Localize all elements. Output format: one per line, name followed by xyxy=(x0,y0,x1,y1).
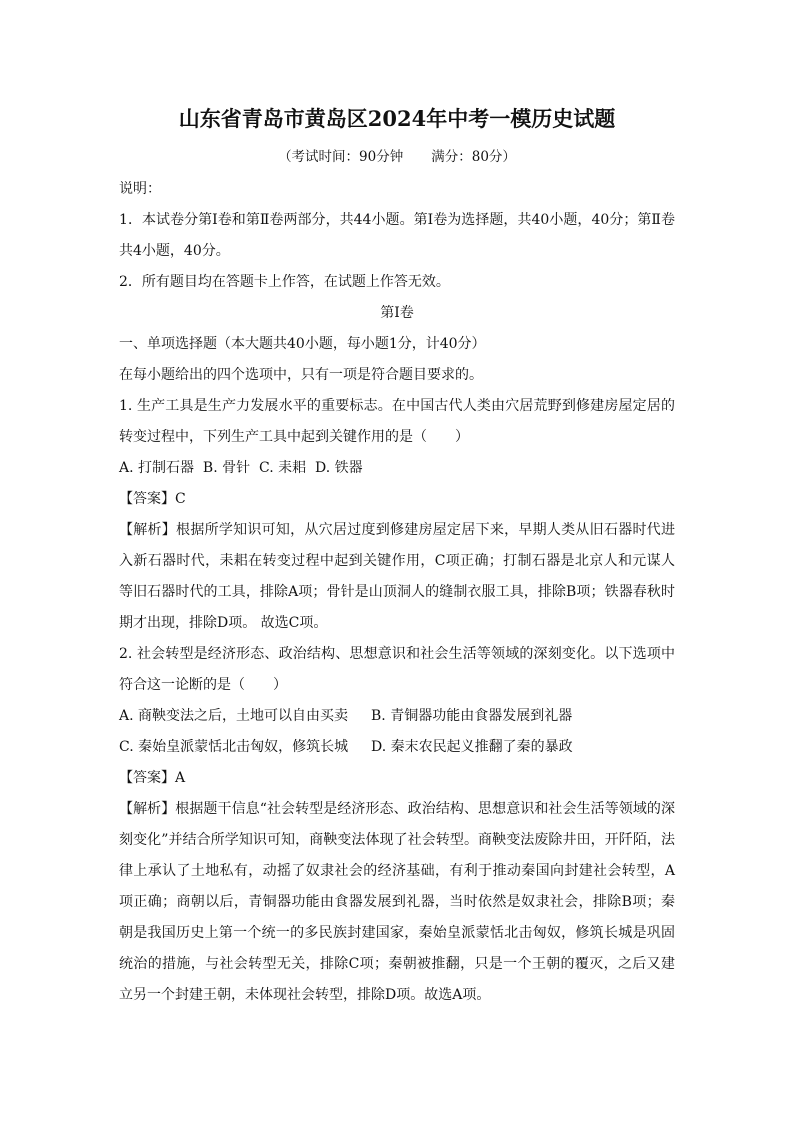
question-1-stem: 1. 生产工具是生产力发展水平的重要标志。在中国古代人类由穴居荒野到修建房屋定居的转变过程中，下列生产工具中起到关键作用的是（ ） xyxy=(119,398,675,445)
question-2-option-d: D. 秦末农民起义推翻了秦的暴政 xyxy=(371,739,573,755)
question-2-analysis: 【解析】根据题干信息“社会转型是经济形态、政治结构、思想意识和社会生活等领域的深刻变化”并结合所学知识可知，商鞅变法体现了社会转型。商鞅变法废除井田，开阡陌，法律上承认了土地私有，动摇了奴隶社会的经济基础，有利于推动秦国向封建社会转型，A项正确；商朝以后，青铜器功能由食器发展到礼器，当时依然是奴隶社会，排除B项；秦朝是我国历史上第一个统一的多民族封建国家，秦始皇派蒙恬北击匈奴，修筑长城是巩固统治的措施，与社会转型无关，排除C项；秦朝被推翻，只是一个王朝的覆灭，之后又建立另一个封建王朝，未体现社会转型，排除D项。故选A项。 xyxy=(119,801,675,1003)
notes-item-1: 1．本试卷分第Ⅰ卷和第Ⅱ卷两部分，共44小题。第Ⅰ卷为选择题，共40小题，40分；第Ⅱ卷共4小题，40分。 xyxy=(119,212,675,259)
section-name: 第Ⅰ卷 xyxy=(380,305,414,321)
page-title: 山东省青岛市黄岛区2024年中考一模历史试题 xyxy=(178,106,616,131)
question-1-analysis: 【解析】根据所学知识可知，从穴居过度到修建房屋定居下来，早期人类从旧石器时代进入新石器时代，耒耜在转变过程中起到关键作用，C项正确；打制石器是北京人和元谋人等旧石器时代的工具，排除A项；骨针是山顶洞人的缝制衣服工具，排除B项；铁器春秋时期才出现，排除D项。 故选C项。 xyxy=(119,522,675,631)
exam-time: （考试时间：90分钟 xyxy=(278,149,404,165)
question-1-options: A. 打制石器 B. 骨针 C. 耒耜 D. 铁器 xyxy=(119,460,363,476)
question-2-options-row-2 xyxy=(119,732,675,763)
exam-score: 满分：80分） xyxy=(431,149,516,165)
section-instruction: 在每小题给出的四个选项中，只有一项是符合题目要求的。 xyxy=(119,367,483,383)
notes-heading: 说明： xyxy=(119,181,161,197)
question-2-options-row-1 xyxy=(119,701,675,732)
question-2-stem: 2. 社会转型是经济形态、政治结构、思想意识和社会生活等领域的深刻变化。以下选项中符合这一论断的是（ ） xyxy=(119,646,675,693)
question-2-option-b: B. 青铜器功能由食器发展到礼器 xyxy=(371,708,573,724)
section-heading: 一、单项选择题（本大题共40小题，每小题1分，计40分） xyxy=(119,336,486,352)
question-2-option-a: A. 商鞅变法之后，土地可以自由买卖 xyxy=(119,708,349,724)
question-2-answer: 【答案】A xyxy=(119,770,186,786)
exam-body xyxy=(119,174,675,1011)
question-1-answer: 【答案】C xyxy=(119,491,186,507)
notes-item-2: 2．所有题目均在答题卡上作答，在试题上作答无效。 xyxy=(119,274,450,290)
exam-info xyxy=(0,145,794,165)
question-2-option-c: C. 秦始皇派蒙恬北击匈奴，修筑长城 xyxy=(119,739,349,755)
